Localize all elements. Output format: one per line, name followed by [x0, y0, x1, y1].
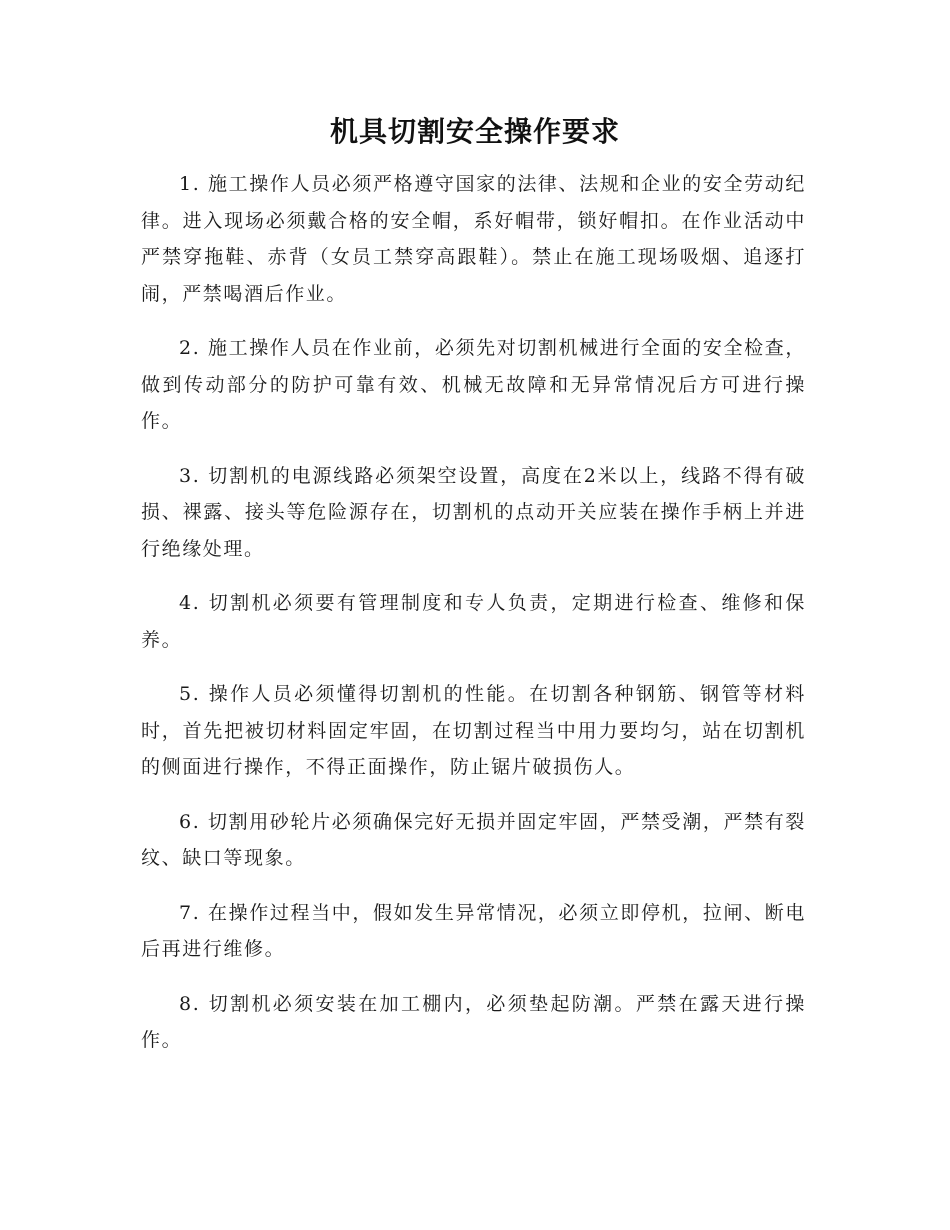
- paragraph-3: 3. 切割机的电源线路必须架空设置，高度在2米以上，线路不得有破损、裸露、接头等危险源存在，切割机的点动开关应装在操作手柄上并进行绝缘处理。: [141, 464, 806, 560]
- paragraph-5: 5. 操作人员必须懂得切割机的性能。在切割各种钢筋、钢管等材料时，首先把被切材料固定牢固，在切割过程当中用力要均匀，站在切割机的侧面进行操作，不得正面操作，防止锯片破损伤人。: [141, 683, 806, 778]
- paragraph-1: 1. 施工操作人员必须严格遵守国家的法律、法规和企业的安全劳动纪律。进入现场必须戴合格的安全帽，系好帽带，锁好帽扣。在作业活动中严禁穿拖鞋、赤背（女员工禁穿高跟鞋）。禁止在施工现场吸烟、追逐打闹，严禁喝酒后作业。: [141, 173, 806, 305]
- paragraph-2: 2. 施工操作人员在作业前，必须先对切割机械进行全面的安全检查，做到传动部分的防护可靠有效、机械无故障和无异常情况后方可进行操作。: [141, 337, 806, 432]
- paragraph-8: 8. 切割机必须安装在加工棚内，必须垫起防潮。严禁在露天进行操作。: [141, 992, 806, 1051]
- paragraph-6: 6. 切割用砂轮片必须确保完好无损并固定牢固，严禁受潮，严禁有裂纹、缺口等现象。: [141, 810, 806, 869]
- document-body: [141, 166, 806, 1077]
- paragraph-4: 4. 切割机必须要有管理制度和专人负责，定期进行检查、维修和保养。: [141, 592, 806, 651]
- paragraph-7: 7. 在操作过程当中，假如发生异常情况，必须立即停机，拉闸、断电后再进行维修。: [141, 901, 806, 960]
- document-title: 机具切割安全操作要求: [329, 115, 620, 148]
